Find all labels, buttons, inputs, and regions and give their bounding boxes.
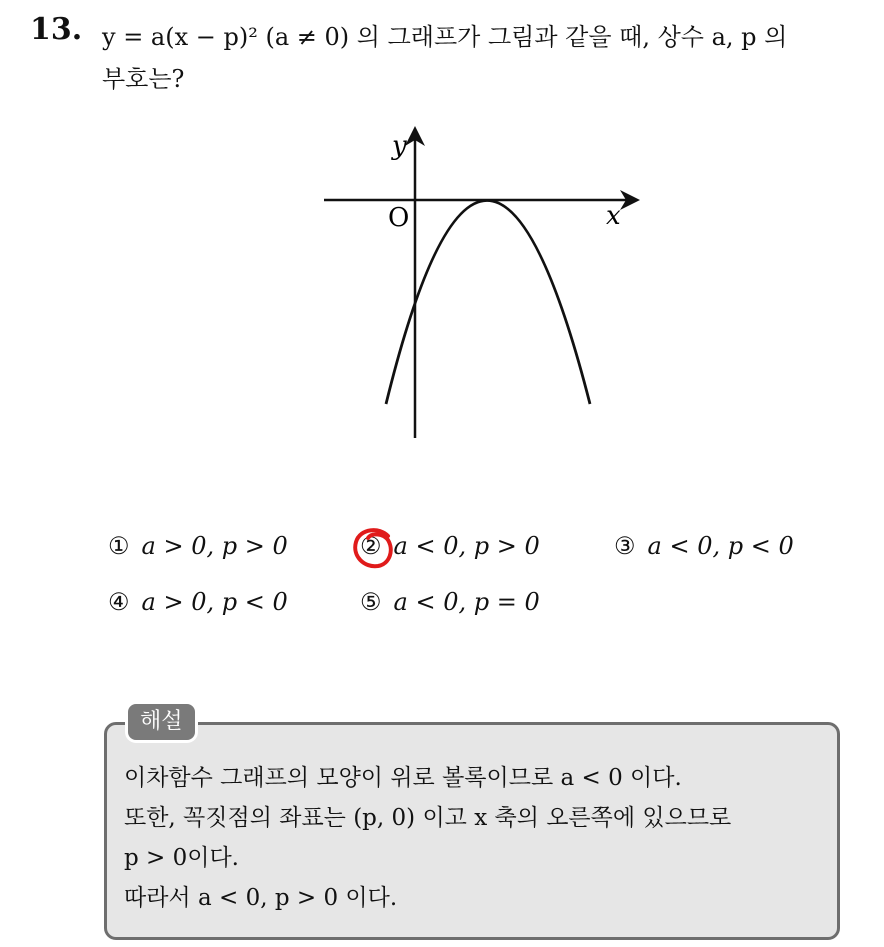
- parabola-graph: [310, 120, 650, 450]
- solution-line-3: p > 0이다.: [124, 845, 239, 871]
- origin-label: O: [388, 203, 410, 233]
- choice-5-text: a < 0, p = 0: [393, 588, 540, 616]
- solution-line-2: 또한, 꼭짓점의 좌표는 (p, 0) 이고 x 축의 오른쪽에 있으므로: [124, 805, 732, 831]
- x-axis-label: x: [606, 201, 621, 231]
- choice-1-number: ①: [108, 532, 130, 560]
- choice-3-number: ③: [614, 532, 636, 560]
- choice-3-text: a < 0, p < 0: [647, 532, 794, 560]
- choice-4-text: a > 0, p < 0: [141, 588, 288, 616]
- solution-tag: 해설: [128, 704, 195, 740]
- choice-3[interactable]: [614, 532, 794, 560]
- choice-4[interactable]: [108, 588, 288, 616]
- choice-5-number: ⑤: [360, 588, 382, 616]
- answer-circle-mark: [350, 524, 398, 572]
- choice-1-text: a > 0, p > 0: [141, 532, 288, 560]
- solution-text: [124, 758, 828, 918]
- choice-2-number: ②: [360, 532, 382, 560]
- solution-line-4: 따라서 a < 0, p > 0 이다.: [124, 885, 398, 911]
- solution-line-1: 이차함수 그래프의 모양이 위로 볼록이므로 a < 0 이다.: [124, 765, 682, 791]
- choice-4-number: ④: [108, 588, 130, 616]
- parabola-curve: [386, 201, 590, 405]
- question-line-2: 부호는?: [102, 65, 185, 93]
- y-axis-label: y: [392, 131, 407, 161]
- question-number: 13.: [30, 12, 83, 47]
- question-text: [102, 16, 862, 100]
- choice-2-text: a < 0, p > 0: [393, 532, 540, 560]
- question-line-1: y = a(x − p)² (a ≠ 0) 의 그래프가 그림과 같을 때, 상수 a, p 의: [102, 23, 788, 51]
- choice-1[interactable]: [108, 532, 288, 560]
- choice-5[interactable]: [360, 588, 540, 616]
